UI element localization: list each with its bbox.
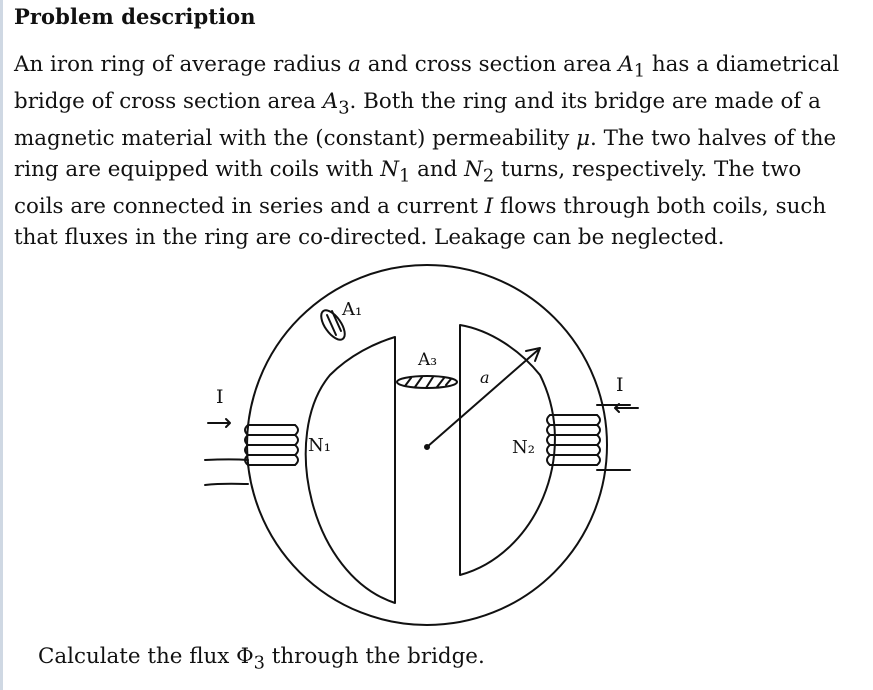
- text-run: Calculate the flux: [38, 644, 237, 669]
- label-current-left: I: [216, 386, 224, 408]
- math-subscript: 3: [253, 652, 265, 674]
- text-run: turns, respectively. The two coils are connected in series and a current: [14, 156, 802, 220]
- label-n1: N₁: [308, 435, 331, 456]
- text-run: has a diametrical bridge of cross section area: [14, 52, 840, 115]
- label-n2: N₂: [512, 437, 535, 458]
- text-run: An iron ring of average radius: [14, 52, 349, 77]
- coil-n2-loops-right: [597, 415, 600, 465]
- math-var-mu: μ: [576, 126, 590, 152]
- coil-n1: [205, 419, 298, 485]
- coil-n1-loops-right: [295, 425, 298, 465]
- math-var-A3: A: [322, 89, 339, 115]
- text-run: and: [410, 156, 465, 182]
- math-var-I: I: [484, 194, 494, 220]
- ring-inner-left: [306, 337, 395, 603]
- math-var-phi: Φ: [236, 644, 254, 669]
- coil-n2-turns: [550, 415, 597, 465]
- hatch-a1-icon: [327, 311, 341, 335]
- math-var-N2: N: [464, 156, 483, 182]
- text-run: through the bridge.: [265, 644, 485, 669]
- left-margin-rule: [0, 0, 3, 690]
- coil-n1-turns: [248, 425, 295, 465]
- text-run: and cross section area: [360, 52, 619, 77]
- math-subscript: 3: [338, 97, 350, 119]
- label-a1: A₁: [342, 299, 363, 320]
- label-current-right: I: [616, 374, 624, 396]
- lead-left-upper: [205, 459, 248, 460]
- text-run: flows through both coils, such that fluxes in the ring are co-directed. Leakage can be neglected.: [14, 194, 827, 250]
- radius-line: [427, 350, 538, 447]
- math-var-A1: A: [618, 52, 634, 77]
- current-arrow-left-icon: [208, 419, 230, 427]
- question-text: [38, 644, 485, 673]
- label-a: a: [480, 368, 490, 387]
- ring-inner-right: [460, 325, 555, 575]
- label-a3: A₃: [418, 350, 438, 370]
- ring-figure: [190, 255, 670, 644]
- center-dot: [425, 445, 429, 449]
- coil-n2: [547, 404, 638, 470]
- coil-n2-loops-left: [547, 415, 550, 465]
- math-subscript: 1: [398, 165, 411, 187]
- section-heading: Problem description: [14, 4, 256, 29]
- math-var-N1: N: [380, 156, 399, 182]
- math-subscript: 1: [633, 60, 646, 82]
- lead-left-lower: [205, 484, 248, 485]
- text-run: . Both the ring and its bridge are made of a magnetic material with the (constant) permeability: [14, 89, 821, 152]
- text-run: . The two halves of the ring are equipped with coils with: [14, 126, 837, 182]
- problem-statement: [14, 50, 844, 254]
- math-subscript: 2: [482, 165, 495, 187]
- math-var-a: a: [348, 52, 361, 77]
- ring-drawing: [190, 255, 670, 640]
